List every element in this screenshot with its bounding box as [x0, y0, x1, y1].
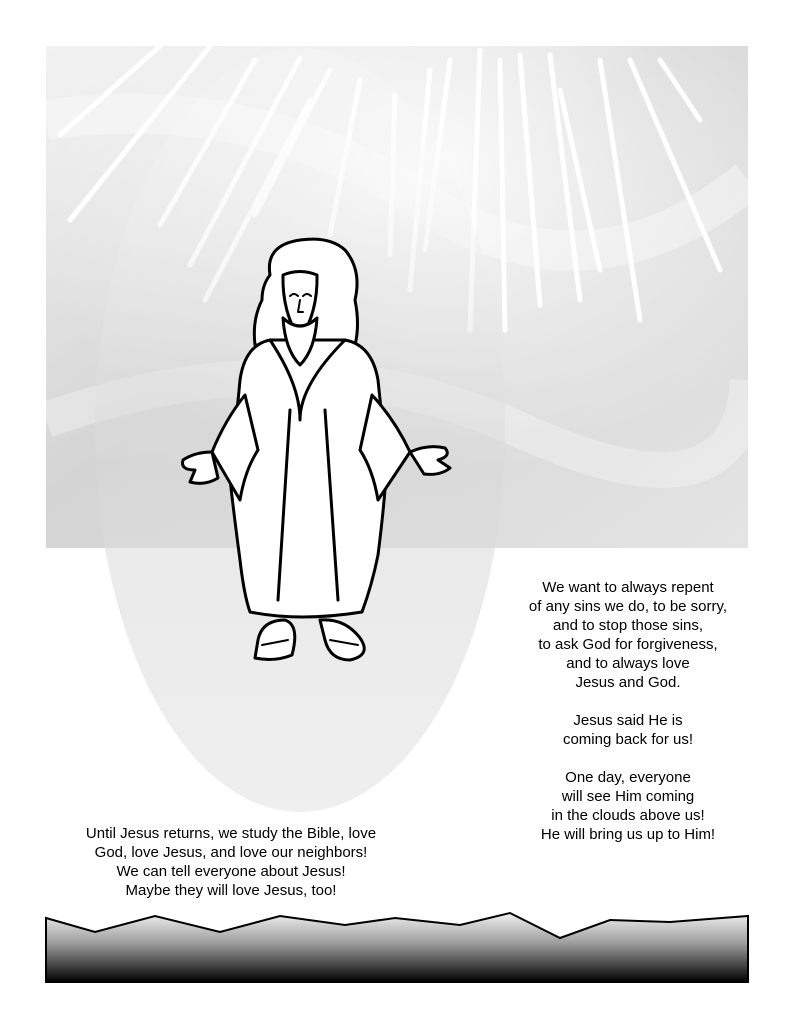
text-line: of any sins we do, to be sorry,	[528, 598, 728, 615]
text-line: Jesus said He is	[573, 712, 683, 729]
text-line: One day, everyone	[565, 769, 691, 786]
text-line: Jesus and God.	[575, 674, 681, 691]
text-line: coming back for us!	[562, 731, 694, 748]
text-line: Maybe they will love Jesus, too!	[125, 882, 337, 899]
text-line: will see Him coming	[561, 788, 695, 805]
text-line: He will bring us up to Him!	[540, 826, 716, 843]
text-line: in the clouds above us!	[551, 807, 705, 824]
text-line: and to always love	[566, 655, 690, 672]
text-line: and to stop those sins,	[552, 617, 704, 634]
left-text-block	[36, 824, 426, 900]
text-line: We want to always repent	[542, 579, 714, 596]
paragraph-gap	[468, 692, 788, 711]
right-text-block	[468, 578, 788, 844]
text-line: Until Jesus returns, we study the Bible, love	[85, 825, 377, 842]
paragraph-gap	[468, 749, 788, 768]
ground-hills-icon	[46, 913, 748, 982]
text-line: We can tell everyone about Jesus!	[116, 863, 346, 880]
text-line: to ask God for forgiveness,	[538, 636, 718, 653]
text-line: God, love Jesus, and love our neighbors!	[94, 844, 368, 861]
